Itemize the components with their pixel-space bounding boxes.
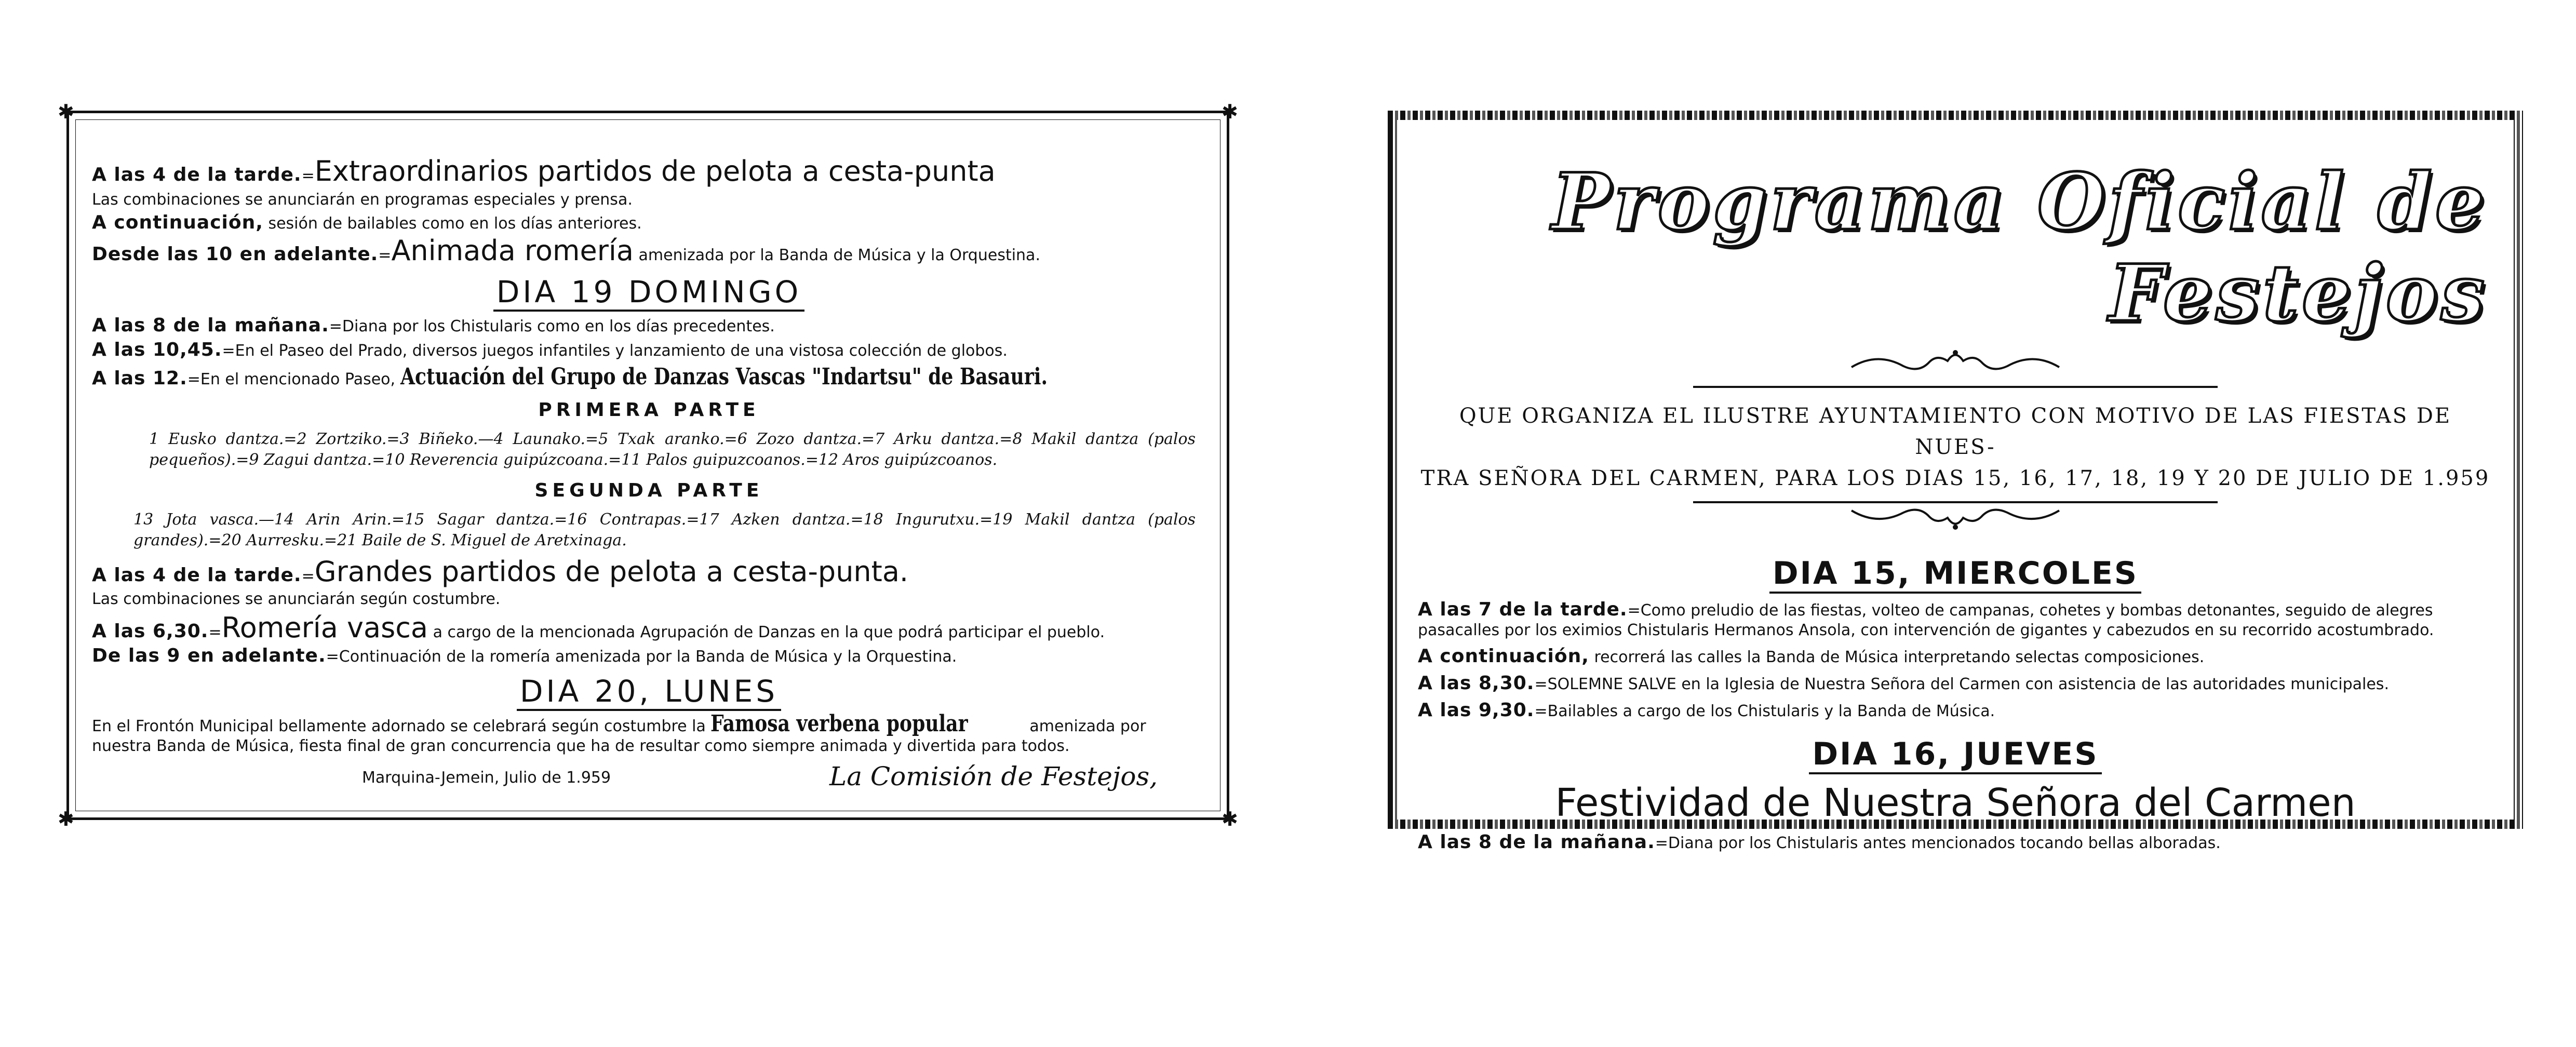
event-detail: =Diana por los Chistularis como en los días precedentes.	[329, 317, 775, 335]
event-time: A continuación,	[1418, 646, 1589, 667]
fronton-paragraph	[92, 710, 1206, 756]
event-time: A las 10,45.	[92, 339, 222, 360]
event-line	[1418, 701, 2493, 721]
separator: =	[208, 623, 222, 641]
signature: La Comisión de Festejos,	[829, 761, 1158, 791]
place-date: Marquina-Jemein, Julio de 1.959	[362, 769, 611, 787]
event-line	[1418, 600, 2493, 640]
event-time: De las 9 en adelante.	[92, 645, 326, 666]
day-heading	[92, 274, 1206, 310]
festivity-title: Festividad de Nuestra Señora del Carmen	[1555, 781, 2356, 825]
corner-star-icon: ✱	[58, 100, 74, 123]
day-heading-text: DIA 20, LUNES	[517, 674, 781, 711]
event-highlight: Grandes partidos de pelota a cesta-punta.	[314, 555, 909, 588]
event-time: A continuación,	[92, 212, 263, 233]
separator: =	[378, 246, 392, 264]
day-heading-text: DIA 15, MIERCOLES	[1769, 555, 2141, 594]
event-detail: En el Frontón Municipal bellamente adornado se celebrará según costumbre la	[92, 717, 711, 735]
event-detail: Las combinaciones se anunciarán en programas especiales y prensa.	[92, 191, 633, 209]
divider	[1693, 386, 2218, 388]
event-highlight: Famosa verbena popular	[710, 710, 969, 737]
scroll-ornament-bottom-icon	[1846, 505, 2064, 531]
event-line	[92, 364, 1206, 390]
event-time: A las 8,30.	[1418, 673, 1535, 694]
event-detail: Las combinaciones se anunciarán según costumbre.	[92, 590, 501, 608]
event-highlight: Romería vasca	[221, 611, 428, 644]
left-content	[92, 136, 1206, 793]
event-detail: amenizada por la Banda de Música y la Orquestina.	[634, 246, 1040, 264]
event-line	[1418, 674, 2493, 694]
part-heading: SEGUNDA PARTE	[534, 480, 763, 501]
organizer-line: QUE ORGANIZA EL ILUSTRE AYUNTAMIENTO CON MOTIVO DE LAS FIESTAS DE NUES-	[1459, 404, 2452, 459]
organizer-line: TRA SEÑORA DEL CARMEN, PARA LOS DIAS 15, 16, 17, 18, 19 Y 20 DE JULIO DE 1.959	[1420, 466, 2490, 490]
event-highlight: Actuación del Grupo de Danzas Vascas "Indartsu" de Basauri.	[400, 364, 1048, 390]
organizer-text	[1418, 400, 2493, 494]
event-line	[92, 611, 1206, 644]
dance-list: 13 Jota vasca.—14 Arin Arin.=15 Sagar dantza.=16 Contrapas.=17 Azken dantza.=18 Ingurutxu.=19 Makil dantza (palos grandes).=20 Aurresku.=21 Baile de S. Miguel de Aretxinaga.	[133, 511, 1196, 549]
event-detail: =SOLEMNE SALVE en la Iglesia de Nuestra Señora del Carmen con asistencia de las autoridades municipales.	[1534, 675, 2389, 693]
day-heading-text: DIA 16, JUEVES	[1809, 736, 2101, 774]
scroll-ornament-icon	[1418, 346, 2493, 383]
separator: =	[301, 567, 315, 585]
event-time: A las 8 de la mañana.	[1418, 831, 1655, 853]
day-heading-text: DIA 19 DOMINGO	[493, 274, 805, 312]
event-line	[92, 212, 1206, 233]
event-line	[92, 315, 1206, 336]
part-heading: PRIMERA PARTE	[538, 399, 760, 421]
event-line	[92, 555, 1206, 588]
event-time: A las 8 de la mañana.	[92, 315, 329, 336]
scroll-ornament-icon	[1418, 505, 2493, 536]
event-time: A las 9,30.	[1418, 700, 1535, 721]
event-time: Desde las 10 en adelante.	[92, 244, 379, 265]
divider	[1693, 501, 2218, 503]
day-heading	[1418, 736, 2493, 772]
event-highlight: Animada romería	[391, 234, 634, 267]
event-detail: sesión de bailables como en los días anteriores.	[268, 214, 642, 233]
event-detail: =Bailables a cargo de los Chistularis y la Banda de Música.	[1534, 702, 1995, 720]
separator: =	[301, 167, 315, 185]
event-detail: recorrerá las calles la Banda de Música interpretando selectas composiciones.	[1589, 648, 2205, 666]
event-time: A las 7 de la tarde.	[1418, 599, 1628, 620]
corner-star-icon: ✱	[1222, 808, 1238, 830]
event-line	[92, 590, 1206, 608]
event-time: A las 4 de la tarde.	[92, 164, 302, 185]
event-detail: =Continuación de la romería amenizada por la Banda de Música y la Orquestina.	[326, 648, 957, 666]
scroll-ornament-top-icon	[1846, 346, 2064, 378]
event-detail: =En el Paseo del Prado, diversos juegos infantiles y lanzamiento de una vistosa colección de globos.	[222, 342, 1008, 360]
event-detail: =Diana por los Chistularis antes mencionados tocando bellas alboradas.	[1655, 834, 2221, 852]
right-content	[1418, 141, 2493, 860]
day-heading	[1418, 555, 2493, 592]
event-line	[92, 339, 1206, 360]
event-line	[92, 191, 1206, 209]
event-line	[1418, 647, 2493, 667]
footer	[92, 761, 1206, 793]
event-detail: a cargo de la mencionada Agrupación de Danzas en la que podrá participar el pueblo.	[428, 623, 1105, 641]
program-title: Programa Oficial de Festejos	[1551, 156, 2488, 339]
event-detail: =En el mencionado Paseo,	[187, 370, 400, 388]
corner-star-icon: ✱	[1222, 100, 1238, 123]
event-time: A las 12.	[92, 368, 187, 389]
right-program-page	[1388, 111, 2523, 853]
dance-list: 1 Eusko dantza.=2 Zortziko.=3 Biñeko.—4 Launako.=5 Txak aranko.=6 Zozo dantza.=7 Arku dantza.=8 Makil dantza (palos pequeños).=9 Zagui dantza.=10 Reverencia guipúzcoana.=11 Palos guipuzcoanos.=12 Aros guipúzcoanos.	[149, 430, 1196, 469]
event-line	[92, 234, 1206, 267]
event-detail: =Como preludio de las fiestas, volteo de campanas, cohetes y bombas detonantes, seguido de alegres pasacalles por los eximios Chistularis Hermanos Ansola, con intervención de gigantes y cabezudos en su recorrido acostumbrado.	[1418, 601, 2434, 639]
event-highlight: Extraordinarios partidos de pelota a cesta-punta	[314, 155, 996, 187]
event-time: A las 6,30.	[92, 621, 209, 642]
corner-star-icon: ✱	[58, 808, 74, 830]
event-line	[92, 155, 1206, 187]
event-line	[1418, 833, 2493, 853]
event-detail: amenizada por nuestra Banda de Música, fiesta final de gran concurrencia que ha de resultar como siempre animada y divertida para todos.	[92, 717, 1146, 755]
left-program-page	[58, 100, 1238, 830]
event-time: A las 4 de la tarde.	[92, 565, 302, 586]
day-heading	[92, 674, 1206, 709]
event-line	[92, 645, 1206, 666]
